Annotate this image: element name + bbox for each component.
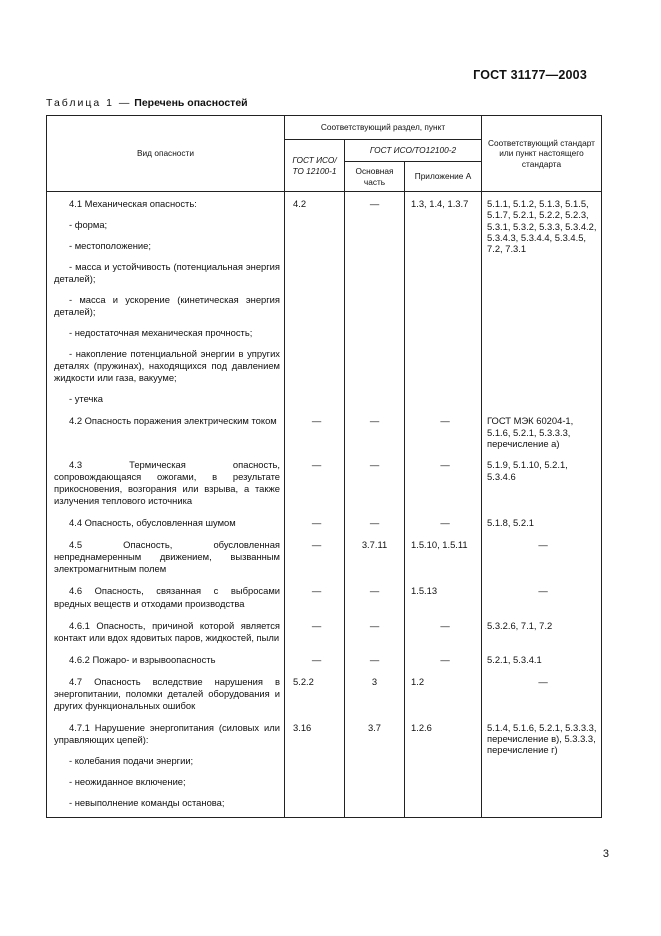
hazard-cell: 4.2 Опасность поражения электрическим током	[47, 413, 285, 457]
table-row	[47, 652, 602, 674]
gost-12100-1-cell: —	[285, 457, 345, 515]
header-main-part: Основная часть	[345, 162, 405, 192]
table-header	[47, 116, 602, 192]
header-standard: Соответствующий стандарт или пункт настоящего стандарта	[482, 116, 602, 192]
table-row	[47, 720, 602, 818]
standard-cell: 5.1.8, 5.2.1	[482, 515, 602, 537]
appendix-a-cell: —	[405, 413, 482, 457]
standard-cell: —	[482, 583, 602, 617]
main-part-cell: —	[345, 652, 405, 674]
header-gost-12100-2: ГОСТ ИСО/ТО12100-2	[345, 140, 482, 162]
main-part-cell: 3	[345, 674, 405, 720]
standard-cell: ГОСТ МЭК 60204-1, 5.1.6, 5.2.1, 5.3.3.3, перечисление а)	[482, 413, 602, 457]
hazard-cell: 4.3 Термическая опасность, сопровождающаяся ожогами, в результате прикосновения, возгорания или взрыва, а также излучения теплового источника	[47, 457, 285, 515]
appendix-a-cell: —	[405, 457, 482, 515]
gost-12100-1-cell: —	[285, 618, 345, 652]
main-part-cell: —	[345, 515, 405, 537]
gost-12100-1-cell: 4.2	[285, 192, 345, 414]
table-caption-title: Перечень опасностей	[134, 97, 248, 109]
gost-12100-1-cell: —	[285, 583, 345, 617]
table-body	[47, 192, 602, 818]
table-row	[47, 192, 602, 414]
hazards-table	[46, 115, 602, 818]
standard-cell: —	[482, 674, 602, 720]
table-row	[47, 583, 602, 617]
hazard-line: - масса и устойчивость (потенциальная энергия деталей);	[54, 261, 280, 285]
standard-cell: —	[482, 537, 602, 583]
table-row	[47, 537, 602, 583]
appendix-a-cell: 1.2	[405, 674, 482, 720]
appendix-a-cell: 1.3, 1.4, 1.3.7	[405, 192, 482, 414]
main-part-cell: —	[345, 457, 405, 515]
gost-12100-1-cell: —	[285, 413, 345, 457]
table-caption	[46, 97, 248, 109]
hazard-cell	[47, 720, 285, 818]
hazard-cell: 4.4 Опасность, обусловленная шумом	[47, 515, 285, 537]
hazard-cell: 4.6 Опасность, связанная с выбросами вредных веществ и отходами производства	[47, 583, 285, 617]
gost-12100-1-cell: —	[285, 537, 345, 583]
table-row	[47, 413, 602, 457]
document-code: ГОСТ 31177—2003	[473, 68, 587, 82]
standard-cell: 5.1.1, 5.1.2, 5.1.3, 5.1.5, 5.1.7, 5.2.1, 5.2.2, 5.2.3, 5.3.1, 5.3.2, 5.3.3, 5.3.4.2, 5.3.4.3, 5.3.4.4, 5.3.4.5, 7.2, 7.3.1	[482, 192, 602, 414]
hazard-line: - недостаточная механическая прочность;	[69, 327, 253, 339]
table-row	[47, 674, 602, 720]
header-corresponding-section: Соответствующий раздел, пункт	[285, 116, 482, 140]
header-hazard-type: Вид опасности	[47, 116, 285, 192]
standard-cell: 5.2.1, 5.3.4.1	[482, 652, 602, 674]
table-row	[47, 457, 602, 515]
appendix-a-cell: 1.2.6	[405, 720, 482, 818]
hazard-line: - масса и ускорение (кинетическая энергия деталей);	[54, 294, 280, 318]
header-appendix-a: Приложение А	[405, 162, 482, 192]
appendix-a-cell: —	[405, 618, 482, 652]
hazard-line: - колебания подачи энергии;	[69, 754, 194, 766]
hazard-line: - местоположение;	[69, 240, 151, 252]
hazard-line: - невыполнение команды останова;	[69, 796, 225, 808]
page-number: 3	[602, 848, 609, 860]
appendix-a-cell: 1.5.13	[405, 583, 482, 617]
hazard-line: - форма;	[69, 219, 108, 231]
gost-12100-1-cell: 3.16	[285, 720, 345, 818]
hazard-cell: 4.6.2 Пожаро- и взрывоопасность	[47, 652, 285, 674]
gost-12100-1-cell: —	[285, 515, 345, 537]
main-part-cell: 3.7	[345, 720, 405, 818]
hazard-line: 4.1 Механическая опасность:	[69, 198, 197, 209]
hazard-cell: 4.7 Опасность вследствие нарушения в энергопитании, поломки деталей оборудования и других функциональных ошибок	[47, 674, 285, 720]
table-row	[47, 515, 602, 537]
hazard-line: - неожиданное включение;	[69, 775, 186, 787]
table-caption-prefix: Таблица 1 —	[46, 97, 132, 109]
hazard-line: 4.7.1 Нарушение энергопитания (силовых или управляющих цепей):	[54, 721, 280, 745]
hazard-cell: 4.5 Опасность, обусловленная непреднамеренным движением, вызванным электромагнитным полем	[47, 537, 285, 583]
appendix-a-cell: —	[405, 515, 482, 537]
main-part-cell: 3.7.11	[345, 537, 405, 583]
hazard-line: - утечка	[69, 393, 103, 405]
main-part-cell: —	[345, 583, 405, 617]
main-part-cell: —	[345, 618, 405, 652]
appendix-a-cell: —	[405, 652, 482, 674]
header-gost-12100-1: ГОСТ ИСО/ТО 12100-1	[285, 140, 345, 192]
main-part-cell: —	[345, 192, 405, 414]
appendix-a-cell: 1.5.10, 1.5.11	[405, 537, 482, 583]
standard-cell: 5.3.2.6, 7.1, 7.2	[482, 618, 602, 652]
main-part-cell: —	[345, 413, 405, 457]
hazard-line: - накопление потенциальной энергии в упругих деталях (пружинах), находящихся под давлением жидкости или газа, вакууме;	[54, 348, 280, 384]
standard-cell: 5.1.9, 5.1.10, 5.2.1, 5.3.4.6	[482, 457, 602, 515]
hazard-cell: 4.6.1 Опасность, причиной которой является контакт или вдох ядовитых паров, жидкостей, пыли	[47, 618, 285, 652]
hazard-cell	[47, 192, 285, 414]
table-row	[47, 618, 602, 652]
gost-12100-1-cell: 5.2.2	[285, 674, 345, 720]
standard-cell: 5.1.4, 5.1.6, 5.2.1, 5.3.3.3, перечисление в), 5.3.3.3, перечисление г)	[482, 720, 602, 818]
gost-12100-1-cell: —	[285, 652, 345, 674]
